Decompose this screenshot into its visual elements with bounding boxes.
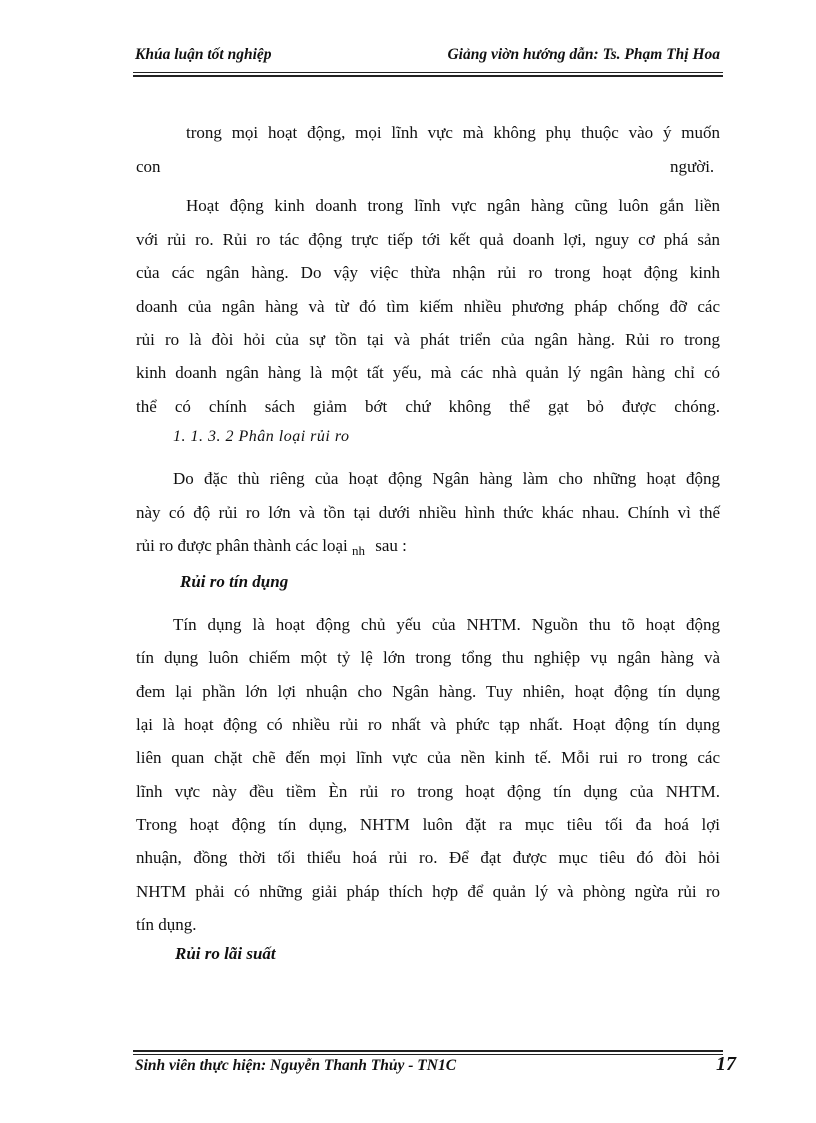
section-heading: 1. 1. 3. 2 Phân loại rủi ro [173,428,350,445]
paragraph-line: tín dụng. [136,915,197,934]
footer-divider-thick [133,1050,723,1052]
paragraph-line: NHTM phải có những giải pháp thích hợp để quản lý và phòng ngừa rủi ro [136,882,720,901]
paragraph-line: tín dụng luôn chiếm một tỷ lệ lớn trong tổng thu nghiệp vụ ngân hàng và [136,648,720,667]
paragraph-line: Trong hoạt động tín dụng, NHTM luôn đặt ra mục tiêu tối đa hoá lợi [136,815,720,834]
paragraph-line-fragment: con [136,157,161,176]
paragraph-line: này có độ rủi ro lớn và tồn tại dưới nhiều hình thức khác nhau. Chính vì thế [136,503,720,522]
paragraph-line: Tín dụng là hoạt động chủ yếu của NHTM. Nguồn thu tõ hoạt động [173,615,720,634]
paragraph-line: nhuận, đồng thời tối thiểu hoá rủi ro. Để đạt được mục tiêu đó đòi hỏi [136,848,720,867]
paragraph-line: liên quan chặt chẽ đến mọi lĩnh vực của nền kinh tế. Mỗi rui ro trong các [136,748,720,767]
header-left: Khúa luận tốt nghiệp [135,46,272,63]
paragraph-line: lĩnh vực này đều tiềm Èn rủi ro trong hoạt động tín dụng của NHTM. [136,782,720,801]
paragraph-line: kinh doanh ngân hàng là một tất yếu, mà các nhà quản lý ngân hàng chỉ có [136,363,720,382]
paragraph-line: doanh của ngân hàng và từ đó tìm kiếm nhiều phương pháp chống đỡ các [136,297,720,316]
paragraph-line: đem lại phần lớn lợi nhuận cho Ngân hàng. Tuy nhiên, hoạt động tín dụng [136,682,720,701]
paragraph-line [136,535,407,558]
header-right: Giảng viờn hướng dẫn: Ts. Phạm Thị Hoa [447,46,720,63]
footer-divider [133,1054,723,1055]
text-span: sau : [375,536,407,555]
header-divider [133,72,723,73]
paragraph-line-fragment: người. [670,157,715,176]
page-number: 17 [716,1053,736,1075]
paragraph-line: thể có chính sách giảm bớt chứ không thể gạt bỏ được chóng. [136,397,720,416]
paragraph-line: của các ngân hàng. Do vậy việc thừa nhận rủi ro trong hoạt động kinh [136,263,720,282]
text-span: rủi ro được phân thành các loại [136,536,348,555]
header-divider-thick [133,75,723,77]
text-span: nh [352,543,365,558]
subheading-interest-risk: Rủi ro lãi suất [175,944,276,963]
paragraph-line: trong mọi hoạt động, mọi lĩnh vực mà không phụ thuộc vào ý muốn [186,123,720,142]
paragraph-line: rủi ro là đòi hỏi của sự tồn tại và phát triển của ngân hàng. Rủi ro trong [136,330,720,349]
paragraph-line: Do đặc thù riêng của hoạt động Ngân hàng làm cho những hoạt động [173,469,720,488]
paragraph-line: Hoạt động kinh doanh trong lĩnh vực ngân hàng cũng luôn gắn liền [186,196,720,215]
subheading-credit-risk: Rủi ro tín dụng [180,572,289,591]
paragraph-line: lại là hoạt động có nhiều rủi ro nhất và phức tạp nhất. Hoạt động tín dụng [136,715,720,734]
paragraph-line: với rủi ro. Rủi ro tác động trực tiếp tới kết quả doanh lợi, nguy cơ phá sản [136,230,720,249]
footer-author: Sinh viên thực hiện: Nguyễn Thanh Thủy - TN1C [135,1057,457,1074]
